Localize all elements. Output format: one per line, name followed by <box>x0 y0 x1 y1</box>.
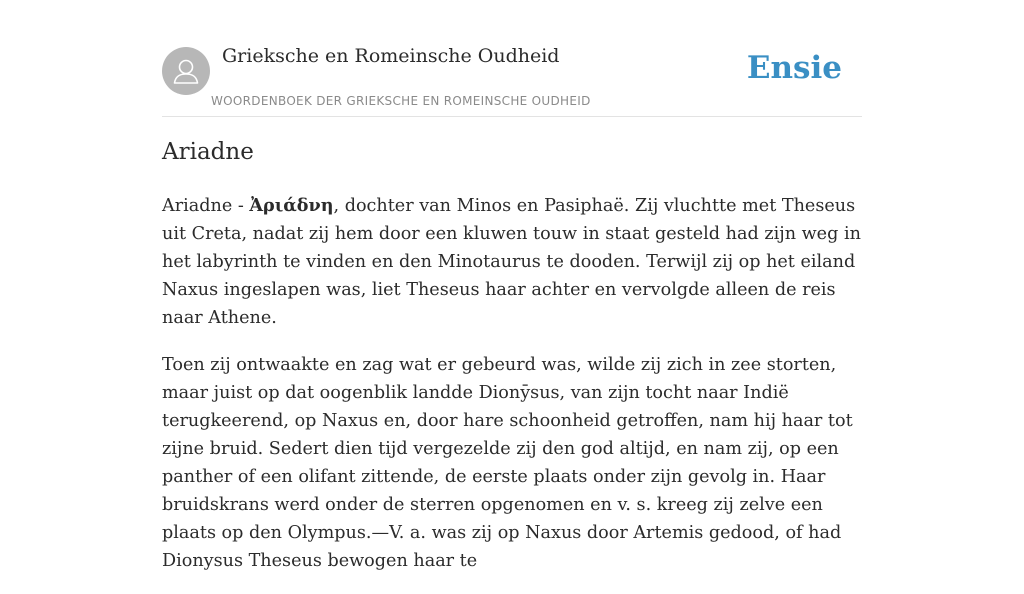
entry-paragraph-text: Toen zij ontwaakte en zag wat er gebeurd was, wilde zij zich in zee storten, maar juist op dat oogenblik landde Dionȳsus, van zijn tocht naar Indië terugkeerend, op Naxus en, door hare schoonheid getroffen, nam hij haar tot zijne bruid. Sedert dien tijd vergezelde zij den god altijd, en nam zij, op een panther of een olifant zittende, de eerste plaats onder zijn gevolg in. Haar bruidskrans werd onder de sterren opgenomen en v. s. kreeg zij zelve een plaats op den Olympus.—V. a. was zij op Naxus door Artemis gedood, of had Dionysus Theseus bewogen haar te <box>162 355 853 571</box>
user-silhouette-icon[interactable] <box>162 47 210 95</box>
entry-content <box>162 192 867 594</box>
source-title[interactable]: Grieksche en Romeinsche Oudheid <box>222 45 560 67</box>
greek-name: Ἀριάδνη <box>249 195 334 216</box>
entry-lead: Ariadne - <box>162 196 250 216</box>
avatar-glyph <box>162 47 210 95</box>
source-subtitle: WOORDENBOEK DER GRIEKSCHE EN ROMEINSCHE OUDHEID <box>211 94 591 108</box>
ensie-logo[interactable]: Ensie <box>746 50 842 86</box>
entry-title: Ariadne <box>162 139 254 165</box>
entry-paragraph <box>162 192 867 332</box>
source-header <box>162 40 862 117</box>
entry-paragraph <box>162 351 867 575</box>
entry-paragraph-text: , dochter van Minos en Pasiphaë. Zij vluchtte met Theseus uit Creta, nadat zij hem door een kluwen touw in staat gesteld had zijn weg in het labyrinth te vinden en den Minotaurus te dooden. Terwijl zij op het eiland Naxus ingeslapen was, liet Theseus haar achter en vervolgde alleen de reis naar Athene. <box>162 196 861 328</box>
